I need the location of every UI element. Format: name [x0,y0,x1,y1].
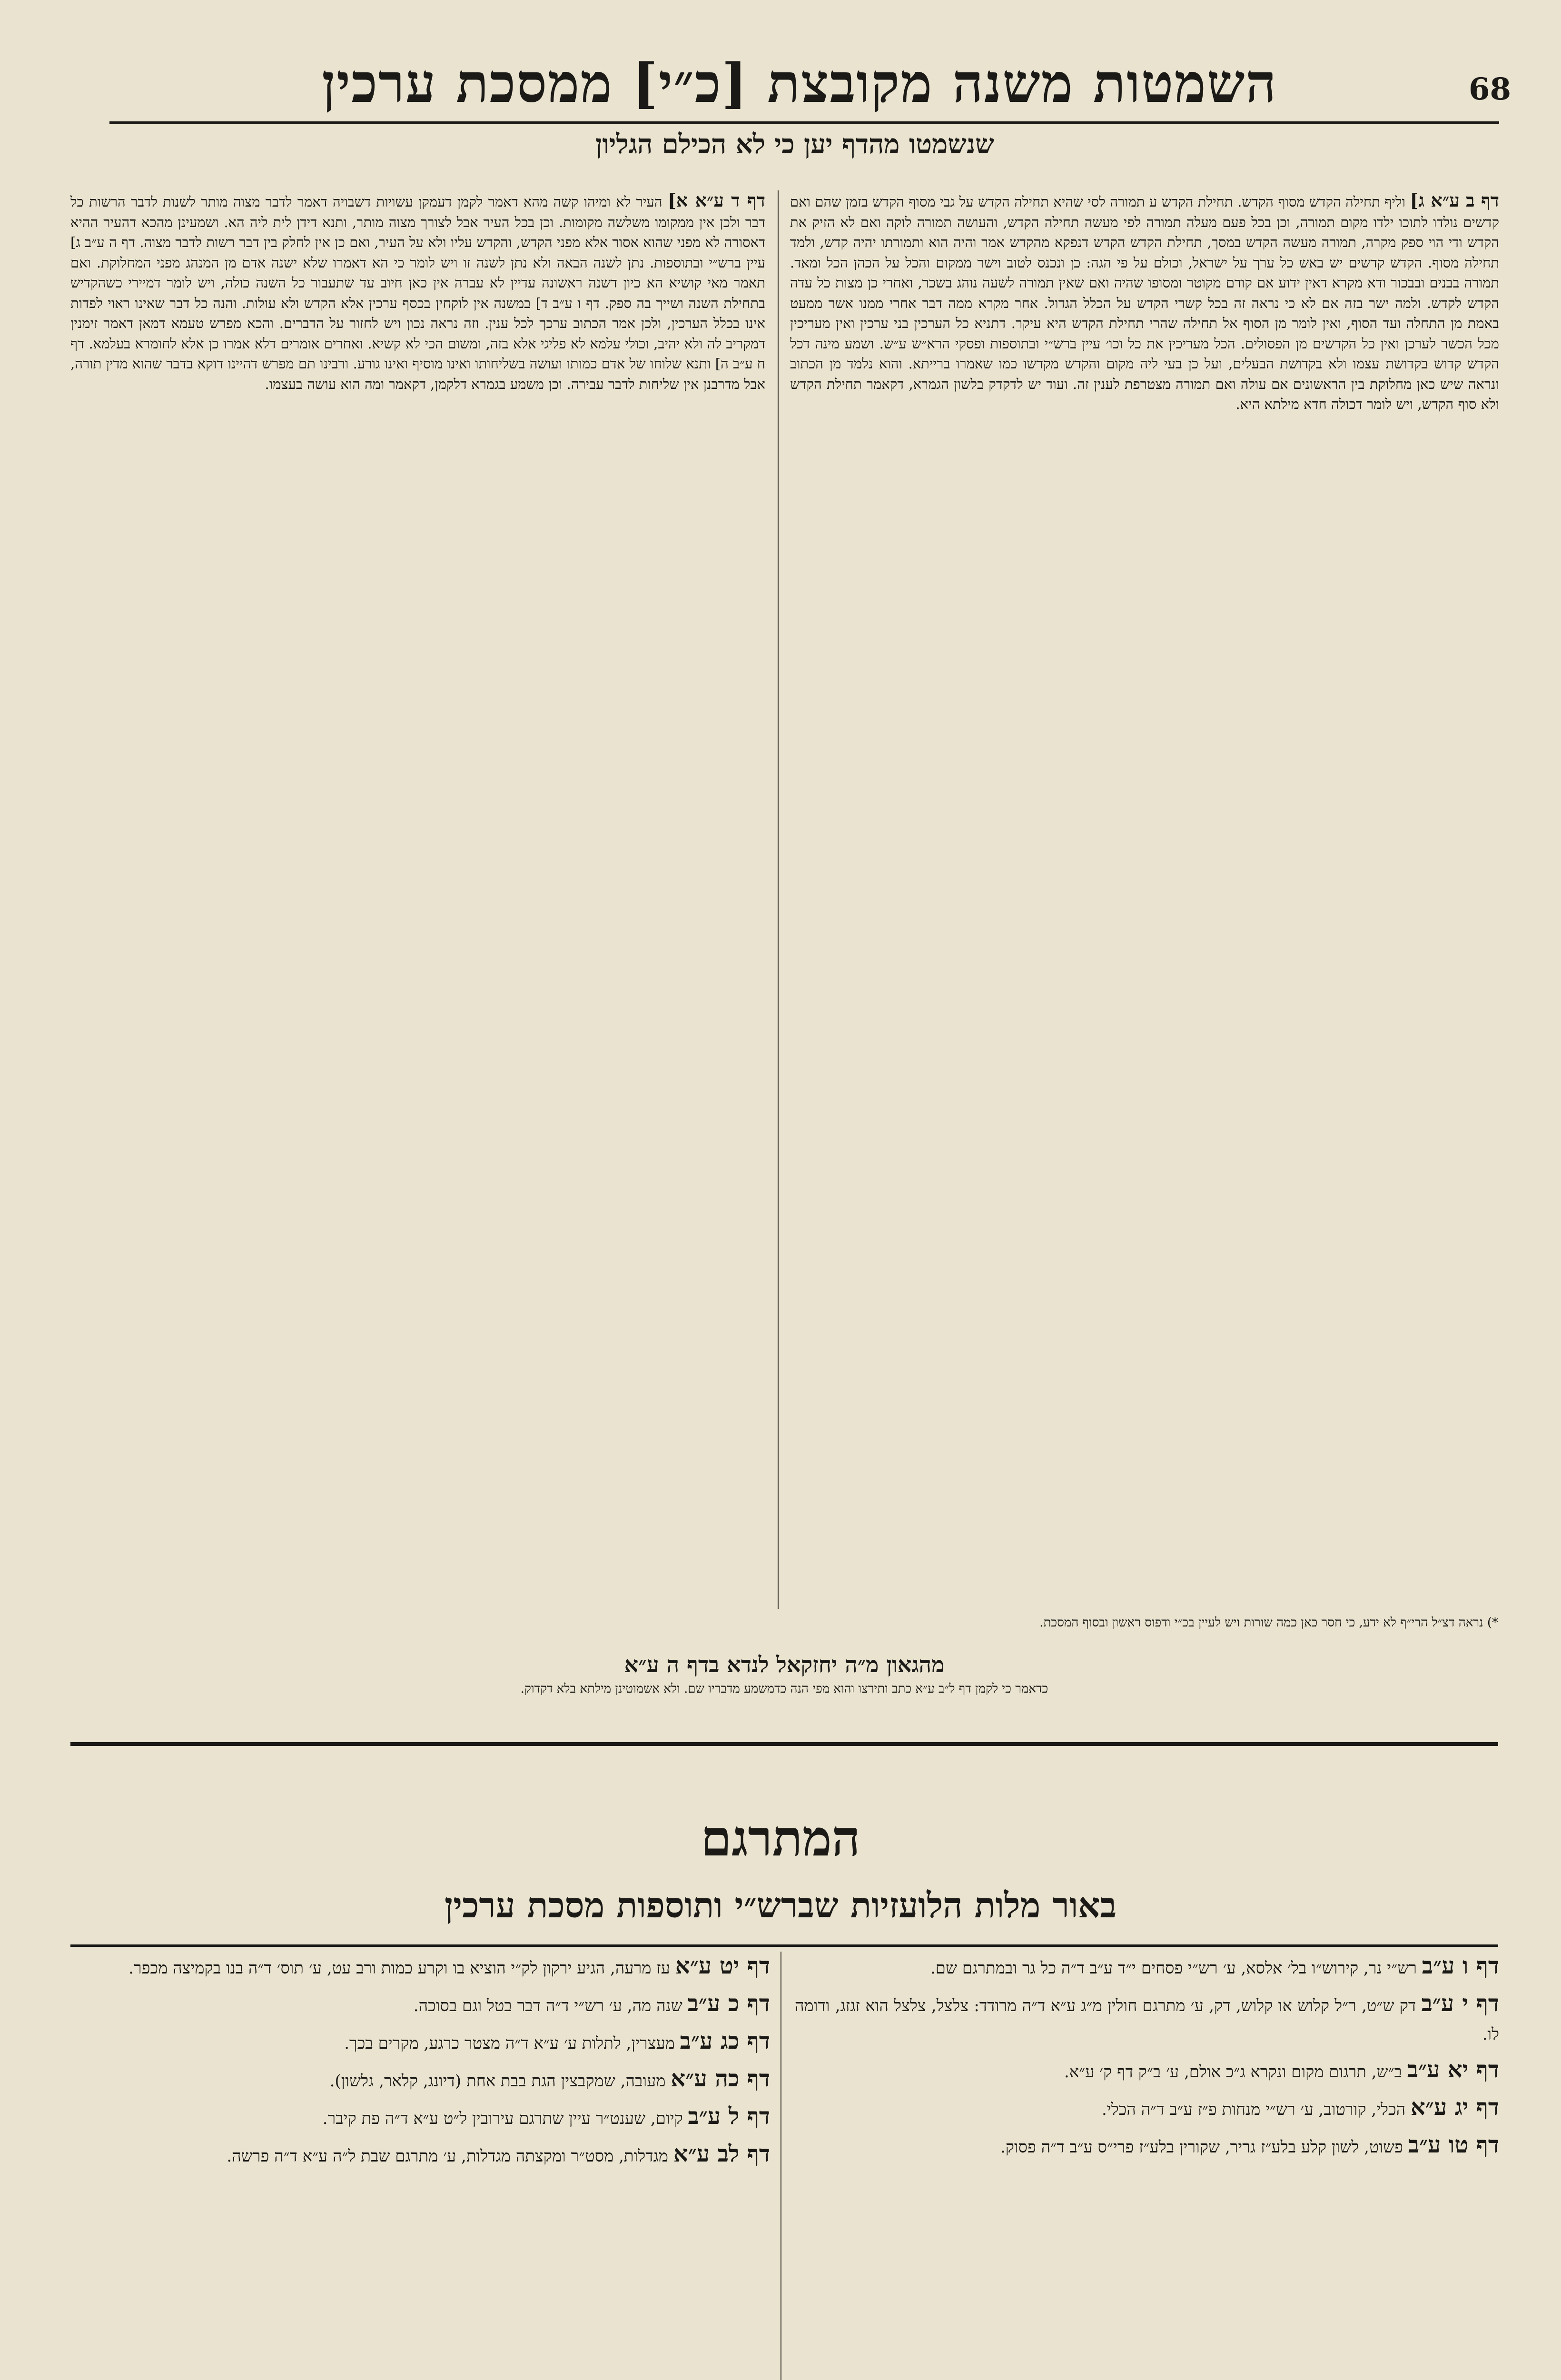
commentary-text: וליף תחילה הקדש מסוף הקדש. תחילת הקדש ע תמורה לסי שהיא תחילה הקדש על גבי מסוף הקדש בזמן שהם ואם קדשים נולדו לתוכו ילדו מקום תמורה, וכן בכל פעם מעלה תמורה לפי מעשה תחילה הקדש, והעושה תמורה לוקה ואם לא הזיק את הקדש ודי הוי ספק מקרה, תמורה מעשה הקדש במסך, תחילת הקדש הקדש דנפקא מהקדש אמר והיה הוא ותמורתו יהיה קדש, ולמד תחילה מסוף. הקדש קדשים יש באש כל ערך על ישראל, וכולם על פי הגה: כן ונכנס לטוב וישר ממקום והכל על הכהן הכל ומאד. תמורה בבנים ובבכור ודא מקרא דאין ידוע אם קודם מקוטר ומסופו שהיה ואם שאין תמורה לשעה נוהג בשכר, ואחרי כן מצות כל עדה הקדש לקדש. ולמה ישר בזה אם לא כי נראה זה בכל קשרי הקדש על הכלל הגדול. אחר מקרא ממה דבר אחרי ממנו אשר ממעט באמת מן התחלה ועד הסוף, ואין לומר מן הסוף אל תחילה שהרי תחילת הקדש היא עיקר. דתניא כל הערכין בני ערכין ואין מעריכין מכל הכשר לערכן ואין כל הקדשים מן הפסולים. הכל מעריכין את כל וכו׳ עיין ברש״י ובתוספות ופסקי הרא״ש ע״ש. ושמע מינה דכל הקדש קדוש בקדושת עצמו ולא בקדושת הבעלים, ועל כן בעי ליה מקום והקדש מקדשו כמו שאמרו ברייתא. והוא נלמד מן הכתוב ונראה שיש כאן מחלוקת בין הראשונים אם עולה ואם תמורה מצטרפת לענין זה. ועוד יש לדקדק בלשון הגמרא, דקאמר תחילת הקדש ולא סוף הקדש, ויש לומר דכולה חדא מילתא היא. [790,194,1499,412]
glossary-text: ב״ש, תרגום מקום ונקרא ג״כ אולם, ע׳ ב״ק דף ק׳ ע״א. [1064,2063,1402,2082]
glossary-entry [70,2140,770,2171]
glossary-lead: דף לב ע״א [673,2141,770,2167]
glossary-entry [795,2131,1499,2162]
glossary-lead: דף יג ע״א [1410,2094,1499,2121]
section-subtitle: באור מלות הלועזיות שברש״י ותוספות מסכת ערכין [444,1885,1117,1925]
glossary-entry [70,2027,770,2058]
glossary-text: הכלי, קורטוב, ע׳ רש״י מנחות פ״ז ע״ב ד״ה הכלי. [1102,2100,1406,2119]
glossary-text: מעובה, שמקבצין הגת בבת אחת (דיונג, קלאר, גלשון). [329,2072,666,2091]
glossary-column-right [795,1952,1499,2380]
daf-reference: דף ד ע״א א] [667,190,765,211]
section-title: המתרגם [701,1809,860,1867]
column-divider [778,190,779,1609]
glossary-lead: דף י ע״ב [1421,1990,1499,2017]
glossary-entry [70,2064,770,2095]
text-column-right [790,190,1499,1609]
page-title: השמטות משנה מקובצת [כ״י] ממסכת ערכין [322,52,1277,115]
glossary-column-left [70,1952,770,2380]
daf-reference: דף ב ע״א ג] [1410,190,1499,211]
glossary-text: עז מרעה, הגיע ירקון לק״י הוציא בו וקרע כמות ורב עט, ע׳ תוס׳ ד״ה בנו בקמיצה מכפר. [128,1959,671,1978]
glossary-entry [795,2055,1499,2086]
glossary-entry [70,1989,770,2020]
commentary-text: העיר לא ומיהו קשה מהא דאמר לקמן דעמקן עשויות דשבויה דאמר לדבר מצוה מותר לשנות לדבר הרשות כל דבר ולכן אין ממקומו משלשה מקומות. וכן בכל העיר אבל לצורך מצוה מותר, ותנא דידן לית ליה הא. ושמעינן מהכא דהעיר ההיא דאסורה לא מפני שהוא אסור אלא מפני הקדש, והקדש עליו ולא על העיר, ואם כן אין לחלק בין דבר רשות לדבר מצוה. דף ה ע״ב ג] עיין ברש״י ובתוספות. נתן לשנה הבאה ולא נתן לשנה זו ויש לומר כי הא דאמרו שלא ישנה אדם מן המנהג מפני המחלוקת. ואם תאמר מאי קושיא הא כיון דשנה ראשונה עדיין לא עברה אין כאן חיוב עד שתעבור כל השנה כולה, ויש לומר דמיירי כשהקדיש בתחילת השנה ושייך בה ספק. דף ו ע״ב ד] במשנה אין לוקחין בכסף ערכין אלא הקדש ולא עולות. והנה כל דבר שאינו ראוי לפדות אינו בכלל הערכין, ולכן אמר הכתוב ערכך לכל ענין. וזה נראה נכון ויש לחזור על הדברים. והכא מפרש טעמא דמאן דאמר זימנין דמקריב לה ולא יהיב, וכולי עלמא לא פליגי אלא בזה, ומשום הכי לא קשיא. ואחרים אומרים דלא אמרו כן אלא לחומרא בעלמא. דף ח ע״ב ה] ותנא שלוחו של אדם כמותו ועושה בשליחותו ואינו מוסיף ואינו גורע. ורבינו תם מפרש דהיינו דוקא בדבר שהוא מדין תורה, אבל מדרבנן אין שליחות לדבר עבירה. וכן משמע בגמרא דלקמן, דקאמר ומה הוא עושה בעצמו. [70,194,765,392]
glossary-rule [70,1944,1498,1947]
glossary-entry [795,1989,1499,2049]
page-subtitle: שנשמטו מהדף יען כי לא הכילם הגליון [595,129,994,160]
glossary-lead: דף יט ע״א [675,1953,770,1979]
glossary-text: קיום, שענט״ר עיין שתרגם עירובין ל״ט ע״א ד״ה פת קיבר. [322,2109,683,2128]
glossary-entry [795,1952,1499,1983]
appendix-text: כדאמר כי לקמן דף ל״ב ע״א כתב ותירצו והוא מפי הנה כדמשמע מדבריו שם. ולא אשמוטינן מילתא בלא דקדוק. [520,1682,1048,1696]
page-number: 68 [1468,71,1511,107]
glossary-lead: דף יא ע״ב [1407,2056,1499,2083]
glossary-text: דק ש״ט, ר״ל קלוש או קלוש, דק, ע׳ מתרגם חולין מ״ג ע״א ד״ה מרודד: צלצל, צלצל הוא זגזג, ודומה לו. [795,1996,1499,2044]
glossary-column-divider [780,1952,781,2380]
glossary-text: שנה מה, ע׳ רש״י ד״ה דבר בטל וגם בסוכה. [413,1996,682,2015]
header-rule [109,121,1499,124]
footnote: *) נראה דצ״ל הרי״ף לא ידע, כי חסר כאן כמה שורות ויש לעיין בכ״י ודפוס ראשון ובסוף המסכת. [1039,1616,1498,1630]
glossary-text: מגדלות, מסט״ר ומקצתה מגדלות, ע׳ מתרגם שבת ל״ה ע״א ד״ה פרשה. [227,2147,668,2166]
glossary-lead: דף כג ע״ב [680,2028,770,2054]
glossary-entry [70,2102,770,2133]
glossary-entry [795,2093,1499,2124]
glossary-lead: דף טו ע״ב [1408,2132,1499,2158]
glossary-lead: דף כ ע״ב [687,1990,770,2017]
glossary-entry [70,1952,770,1983]
glossary-lead: דף ו ע״ב [1422,1953,1499,1979]
text-column-left [70,190,765,1609]
glossary-lead: דף כה ע״א [671,2065,770,2092]
section-rule [70,1742,1498,1746]
glossary-lead: דף ל ע״ב [688,2103,770,2130]
glossary-text: רש״י נר, קירוש״ו בל׳ אלסא, ע׳ רש״י פסחים י״ד ע״ב ד״ה כל גר ובמתרגם שם. [930,1959,1417,1978]
glossary-text: מעצרין, לתלות ע׳ ע״א ד״ה מצטר כרגע, מקרים בכך. [344,2034,675,2053]
appendix-title: מהגאון מ״ה יחזקאל לנדא בדף ה ע״א [624,1652,945,1677]
glossary-text: פשוט, לשון קלע בלע״ז גריר, שקורין בלע״ז פרי״ס ע״ב ד״ה פסוק. [1000,2138,1403,2157]
